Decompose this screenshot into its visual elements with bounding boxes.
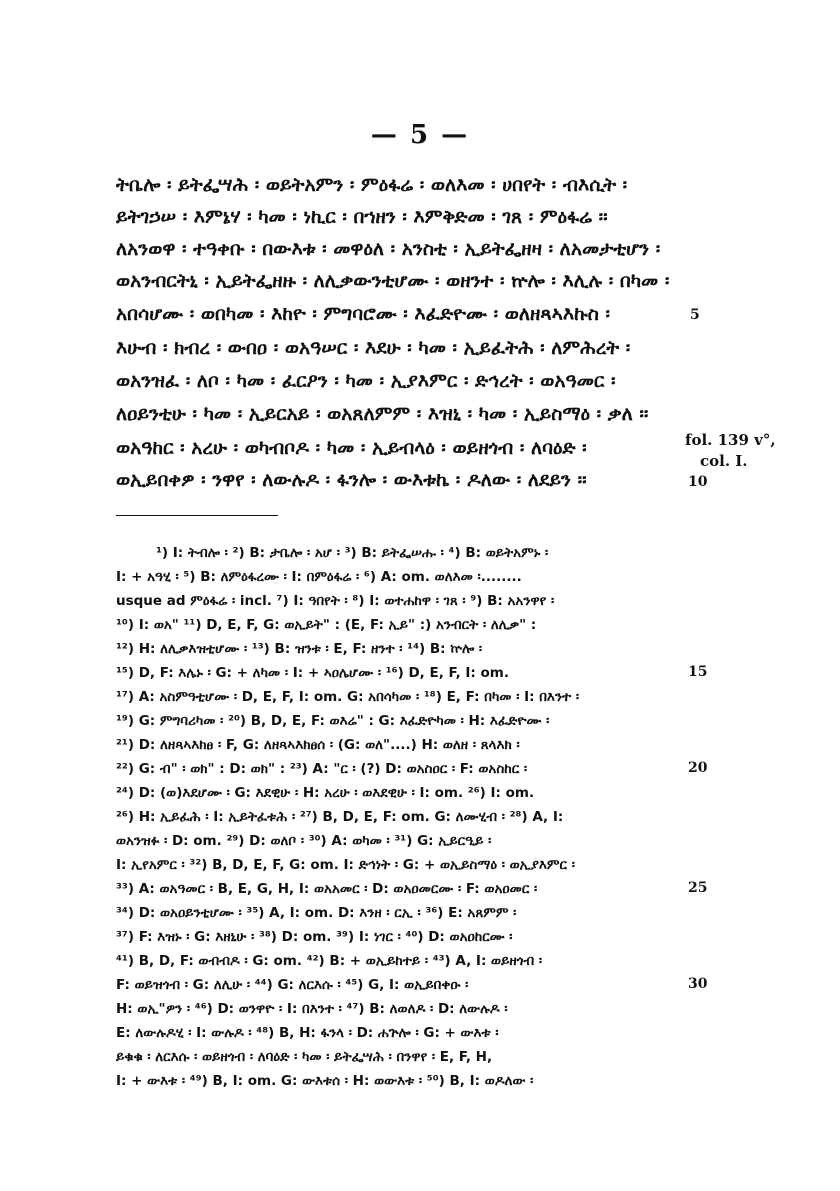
footnote-line: ⁴¹) B, D, F: ወብብዶ ፡ G: om. ⁴²) B: + ወኢይከተይ ፡ ⁴³) A, I: ወይዘጎብ ፡ <box>116 953 543 969</box>
line-number: 25 <box>688 880 708 896</box>
footnote-line: ¹²) H: ለሊቃእዝቲሆሙ ፡ ¹³) B: ዝንቱ ፡ E, F: ዘንተ ፡ ¹⁴) B: ኵሎ ፡ <box>116 641 483 657</box>
main-text-line: ወአዓከር ፡ አረሁ ፡ ወካብቦዶ ፡ ካመ ፡ ኢይብላዕ ፡ ወይዘጎብ ፡ ለባዕድ ፡ <box>116 437 587 459</box>
footnote-line: ³⁴) D: ወአዐይንቲሆሙ ፡ ³⁵) A, I: om. D: እንዘ ፡ ርኢ ፡ ³⁶) E: አጸምም ፡ <box>116 905 517 921</box>
main-text-line: ይትገኃሠ ፡ እምኔሃ ፡ ካመ ፡ ነኪር ፡ በኀዘን ፡ እምቅድመ ፡ ገጸ ፡ ምዕፋሬ ፡፡ <box>116 206 608 228</box>
footnote-line: ²²) G: ብ" ፡ ወክ" : D: ወክ" : ²³) A: "ር ፡ (?) D: ወአስዐር ፡ F: ወአስከር ፡ <box>116 761 528 777</box>
main-text-line: አበሳሆሙ ፡ ወበካመ ፡ እከዮ ፡ ምግባሮሙ ፡ እፈድዮሙ ፡ ወለዘጻኣእኩስ ፡ <box>116 303 610 325</box>
main-text-line: ወአንብርትኒ ፡ ኢይትፌዘዙ ፡ ለሊቃውንቲሆሙ ፡ ወዘንተ ፡ ኵሎ ፡ እሊሉ ፡ በካመ ፡ <box>116 270 670 292</box>
folio-note-column: col. I. <box>700 452 748 470</box>
footnote-line: I: ኢየአምር ፡ ³²) B, D, E, F, G: om. I: ድኅነት ፡ G: + ወኢይስማዕ ፡ ወኢያእምር ፡ <box>116 857 575 873</box>
footnote-line: usque ad ምዕፋሬ ፡ incl. ⁷) I: ዓበየት ፡ ⁸) I: ወተሐከዋ ፡ ገጸ ፡ ⁹) B: አአንዋየ ፡ <box>116 593 555 609</box>
line-number: 15 <box>688 664 708 680</box>
footnote-line: ²¹) D: ለዘጻኣእክፀ ፡ F, G: ለዘጻኣእክፀሰ ፡ (G: ወለ"....) H: ወለዘ ፡ ጸላእክ ፡ <box>116 737 520 753</box>
main-text-line: እሁብ ፡ ክብረ ፡ ውበዐ ፡ ወአዓሠር ፡ እደሁ ፡ ካመ ፡ ኢይፈትሕ ፡ ለምሕረት ፡ <box>116 337 631 359</box>
footnote-line: ወአንዝፉ ፡ D: om. ²⁹) D: ወለቦ ፡ ³⁰) A: ወካመ ፡ ³¹) G: ኢይርዒይ ፡ <box>116 833 492 849</box>
main-text-line: ወአንዝፈ ፡ ለቦ ፡ ካመ ፡ ፈርዖን ፡ ካመ ፡ ኢያእምር ፡ ድኅረት ፡ ወአዓመር ፡ <box>116 370 616 392</box>
footnote-line: I: + ውእቱ ፡ ⁴⁹) B, I: om. G: ውእቱሰ ፡ H: ወውእቱ ፡ ⁵⁰) B, I: ወዶለው ፡ <box>116 1073 534 1089</box>
folio-note: fol. 139 v°, <box>685 431 776 449</box>
main-text-line: ለአንወዋ ፡ ተዓቀቡ ፡ በውእቱ ፡ መዋዕለ ፡ አንስቲ ፡ ኢይትፌዘዛ ፡ ለአመታቲሆን ፡ <box>116 238 661 260</box>
footnote-line: ¹) I: ትብሎ ፡ ²) B: ታቤሎ ፡ አሆ ፡ ³) B: ይትፌሠሑ ፡ ⁴) B: ወይትአምኑ ፡ <box>156 545 549 561</box>
footnote-line: ይቁቁ ፡ ለርእሱ ፡ ወይዘጎብ ፡ ለባዕድ ፡ ካመ ፡ ይትፌሣሕ ፡ በንዋየ ፡ E, F, H, <box>116 1049 493 1065</box>
footnote-line: ³³) A: ወአዓመር ፡ B, E, G, H, I: ወአአመር ፡ D: ወአዐመርሙ ፡ F: ወአዐመር ፡ <box>116 881 538 897</box>
line-number: 20 <box>688 760 708 776</box>
footnote-line: ²⁴) D: (ወ)እደሆሙ ፡ G: እደዊሁ ፡ H: አረሁ ፡ ወእደዊሁ ፡ I: om. ²⁶) I: om. <box>116 785 535 801</box>
footnote-separator <box>116 515 278 516</box>
footnote-line: ¹⁵) D, F: እሌኑ ፡ G: + ለካመ ፡ I: + ኣዐሌሆሙ ፡ ¹⁶) D, E, F, I: om. <box>116 665 510 681</box>
footnote-line: ¹⁹) G: ምግባሪካመ ፡ ²⁰) B, D, E, F: ወእሬ" : G: እፈድዮካመ ፡ H: እፈድዮሙ ፡ <box>116 713 550 729</box>
main-text-line: ወኢይበቀዎ ፡ ንዋየ ፡ ለውሉዶ ፡ ፋንሎ ፡ ውእቱኬ ፡ ዶለው ፡ ለደይን ፡፡ <box>116 469 587 491</box>
footnote-line: ³⁷) F: እዝኑ ፡ G: እዘኒሁ ፡ ³⁸) D: om. ³⁹) I: ነገር ፡ ⁴⁰) D: ወአዐከርሙ ፡ <box>116 929 513 945</box>
footnote-line: ¹⁷) A: አስምዓቲሆሙ ፡ D, E, F, I: om. G: አበሳካመ ፡ ¹⁸) E, F: በካመ ፡ I: በእንተ ፡ <box>116 689 580 705</box>
footnote-line: ¹⁰) I: ወአ" ¹¹) D, E, F, G: ወኢይት" : (E, F: ኢይ" :) አንብርት ፡ ለሊቃ" : <box>116 617 537 633</box>
line-number: 30 <box>688 976 708 992</box>
page-number: — 5 — <box>370 120 470 150</box>
main-text-line: ለዐይንቲሁ ፡ ካመ ፡ ኢይርአይ ፡ ወአጸለምም ፡ እዝኒ ፡ ካመ ፡ ኢይስማዕ ፡ ቃለ ፡፡ <box>116 403 649 425</box>
footnote-line: E: ለውሉዶሂ ፡ I: ውሉዶ ፡ ⁴⁸) B, H: ፋንላ ፡ D: ሐጕሎ ፡ G: + ውእቱ ፡ <box>116 1025 499 1041</box>
footnote-line: H: ወኢ"ዎን ፡ ⁴⁶) D: ወንዋዮ ፡ I: በእንተ ፡ ⁴⁷) B: ለወለዶ ፡ D: ለውሉዶ ፡ <box>116 1001 508 1017</box>
footnote-line: F: ወይዝጎብ ፡ G: ለሊሁ ፡ ⁴⁴) G: ለርእሱ ፡ ⁴⁵) G, I: ወኢይበቀዑ ፡ <box>116 977 469 993</box>
main-text-line: ትቤሎ ፡ ይትፌሣሕ ፡ ወይትአምን ፡ ምዕፋሬ ፡ ወለእመ ፡ ሀበየት ፡ ብእሲት ፡ <box>116 174 628 196</box>
line-number: 10 <box>688 474 708 490</box>
line-number: 5 <box>690 307 700 323</box>
footnote-line: I: + አዓሂ ፡ ⁵) B: ለምዕፋረሙ ፡ I: በምዕፋሬ ፡ ⁶) A: om. ወለእመ ፡........ <box>116 569 522 585</box>
footnote-line: ²⁶) H: ኢይፈሕ ፡ I: ኢይትፈቱሕ ፡ ²⁷) B, D, E, F: om. G: ለሙሂብ ፡ ²⁸) A, I: <box>116 809 564 825</box>
